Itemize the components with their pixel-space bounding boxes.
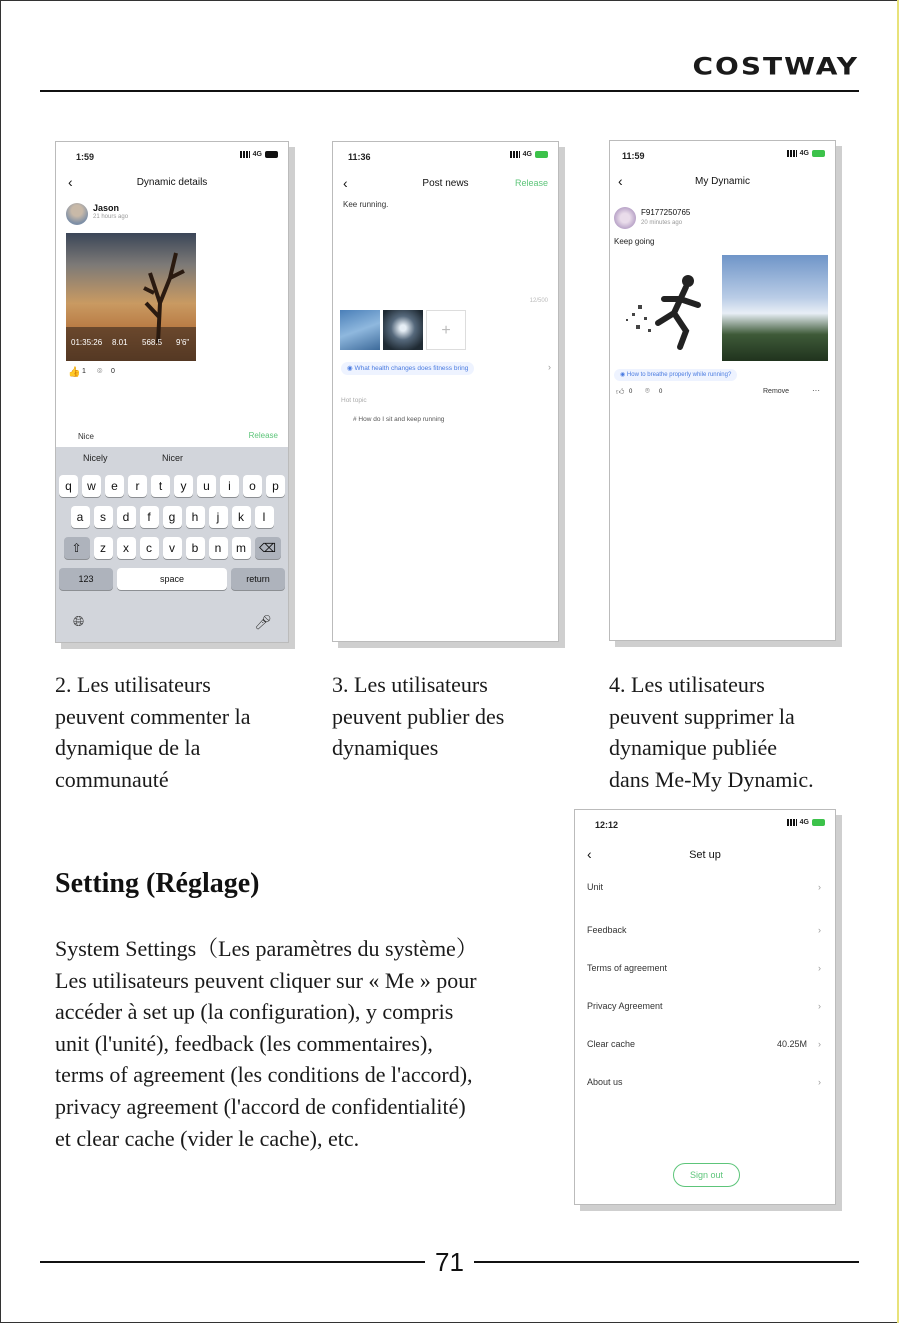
chevron-right-icon: › — [818, 1001, 821, 1011]
status-time: 11:36 — [348, 152, 371, 162]
status-bar: 1:59 4G — [56, 142, 288, 170]
page-title: Post news — [422, 178, 469, 189]
screenshot-set-up: 12:12 4G ‹ Set up Unit › Feedback › Terms of agreement › Privacy Agreement › Clear cache 40.25M › About us › Sign out — [574, 809, 836, 1205]
key-row — [56, 506, 288, 528]
photo-thumbnail[interactable] — [340, 310, 380, 350]
back-arrow-icon[interactable]: ‹ — [587, 846, 592, 862]
signal-icon — [240, 151, 250, 158]
post-image-sky[interactable] — [722, 255, 828, 361]
numbers-key[interactable]: 123 — [59, 568, 113, 590]
status-bar: 12:12 4G — [575, 810, 835, 838]
back-arrow-icon[interactable]: ‹ — [618, 173, 623, 189]
stat-time: 01:35:26 — [71, 338, 103, 347]
key[interactable]: l — [255, 506, 274, 528]
key[interactable]: e — [105, 475, 124, 497]
key[interactable]: z — [94, 537, 113, 559]
like-count: 0 — [629, 389, 633, 395]
key[interactable]: k — [232, 506, 251, 528]
back-arrow-icon[interactable]: ‹ — [68, 174, 73, 190]
thumbs-up-icon[interactable]: 👍 — [68, 367, 81, 378]
key[interactable]: t — [151, 475, 170, 497]
caption-delete: 4. Les utilisateurs peuvent supprimer la dynamique publiée dans Me-My Dynamic. — [609, 672, 814, 792]
chevron-right-icon: › — [818, 882, 821, 892]
status-bar: 11:36 4G — [333, 142, 558, 170]
section-body: System Settings（Les paramètres du système） Les utilisateurs peuvent cliquer sur « Me » pour accéder à set up (la configuration), y compris unit (l'unité), feedback (les commentaires), terms of agreement (les conditions de l'accord), privacy agreement (l'accord de confidentialité) et clear cache (vider le cache), etc. — [55, 936, 478, 1151]
key[interactable]: m — [232, 537, 251, 559]
screenshot-dynamic-details — [55, 141, 289, 643]
space-key[interactable]: space — [117, 568, 227, 590]
nav-header — [56, 175, 288, 195]
sign-out-button[interactable]: Sign out — [673, 1163, 740, 1187]
nav-header — [333, 176, 558, 196]
photo-thumbnail[interactable] — [383, 310, 423, 350]
add-photo-button[interactable]: + — [426, 310, 466, 350]
avatar[interactable] — [66, 203, 88, 225]
like-count: 1 — [82, 368, 86, 375]
post-image-runner[interactable] — [614, 255, 720, 361]
backspace-key-icon[interactable]: ⌫ — [255, 537, 281, 559]
brand-logo: COSTWAY — [692, 52, 859, 81]
keyboard — [56, 447, 288, 642]
nav-header — [610, 174, 835, 194]
avatar[interactable] — [614, 207, 636, 229]
stat-kcal: 568.5 — [142, 338, 163, 347]
hot-topic-item[interactable]: # How do I sit and keep running — [353, 416, 445, 423]
screenshot-post-news — [332, 141, 559, 642]
topic-icon: ◉ — [347, 365, 355, 372]
topic-link[interactable]: ◉ What health changes does fitness bring — [341, 362, 474, 375]
status-bar: 11:59 4G — [610, 141, 835, 169]
battery-charging-icon — [535, 151, 548, 158]
key[interactable]: p — [266, 475, 285, 497]
chevron-right-icon: › — [818, 1039, 821, 1049]
runner-graphic — [614, 255, 720, 361]
comment-icon[interactable]: ⌾ — [645, 386, 650, 395]
post-text-input[interactable]: Kee running. — [343, 200, 389, 209]
topic-icon: ◉ — [620, 372, 627, 378]
key-row — [56, 475, 288, 497]
key[interactable]: f — [140, 506, 159, 528]
key[interactable]: c — [140, 537, 159, 559]
globe-icon[interactable]: 🌐︎ — [73, 613, 85, 629]
chevron-right-icon: › — [818, 1077, 821, 1087]
key[interactable]: u — [197, 475, 216, 497]
signal-icon — [787, 150, 797, 157]
remove-button[interactable]: Remove — [763, 388, 790, 395]
topic-link[interactable]: ◉ How to breathe properly while running? — [614, 369, 737, 381]
more-icon[interactable]: ··· — [812, 386, 820, 395]
key[interactable]: s — [94, 506, 113, 528]
key[interactable]: j — [209, 506, 228, 528]
battery-charging-icon — [812, 150, 825, 157]
suggestion[interactable]: Nicely — [83, 453, 108, 463]
signal-icon — [510, 151, 520, 158]
signal-icon — [787, 819, 797, 826]
section-title: Setting (Réglage) — [55, 868, 260, 899]
footer-rule-right — [474, 1261, 859, 1263]
comment-icon[interactable]: ⌾ — [97, 366, 103, 376]
chevron-right-icon[interactable]: › — [548, 362, 551, 372]
thumbs-up-icon[interactable]: 👍︎ — [616, 387, 625, 396]
key[interactable]: o — [243, 475, 262, 497]
footer-rule-left — [40, 1261, 425, 1263]
key[interactable]: h — [186, 506, 205, 528]
run-summary-image[interactable] — [66, 233, 196, 361]
shift-key-icon[interactable]: ⇧ — [64, 537, 90, 559]
char-counter: 12/500 — [529, 298, 548, 304]
caption-comment: 2. Les utilisateurs peuvent commenter la dynamique de la communauté — [55, 672, 251, 792]
comment-count: 0 — [111, 368, 115, 375]
key[interactable]: i — [220, 475, 239, 497]
page-title: Dynamic details — [136, 177, 208, 188]
chevron-right-icon: › — [818, 925, 821, 935]
key[interactable]: a — [71, 506, 90, 528]
post-text: Keep going — [614, 237, 655, 246]
hot-topic-label: Hot topic — [341, 397, 367, 404]
key[interactable]: b — [186, 537, 205, 559]
battery-charging-icon — [812, 819, 825, 826]
return-key[interactable]: return — [231, 568, 285, 590]
key[interactable]: g — [163, 506, 182, 528]
page-title: Set up — [689, 849, 721, 861]
battery-icon — [265, 151, 278, 158]
header-rule — [40, 90, 859, 92]
post-time: 20 minutes ago — [641, 220, 683, 226]
page-number: 71 — [435, 1247, 464, 1277]
status-time: 12:12 — [595, 820, 619, 830]
stat-distance: 8.01 — [112, 338, 128, 347]
comment-count: 0 — [659, 389, 663, 395]
suggestion-bar — [56, 447, 288, 469]
caption-publish: 3. Les utilisateurs peuvent publier des dynamiques — [332, 672, 505, 760]
post-time: 21 hours ago — [93, 214, 129, 220]
nav-header — [575, 847, 835, 867]
chevron-right-icon: › — [818, 963, 821, 973]
key-row — [56, 568, 288, 590]
screenshot-my-dynamic — [609, 140, 836, 641]
author-name[interactable]: Jason — [93, 203, 120, 213]
key[interactable]: q — [59, 475, 78, 497]
status-time: 1:59 — [76, 152, 95, 162]
page-title: My Dynamic — [694, 176, 750, 187]
microphone-icon[interactable]: 🎤︎ — [254, 614, 272, 630]
back-arrow-icon[interactable]: ‹ — [343, 175, 348, 191]
key-row — [56, 537, 288, 559]
user-name[interactable]: F9177250765 — [641, 208, 691, 217]
comment-input[interactable]: Nice — [78, 432, 95, 441]
key[interactable]: x — [117, 537, 136, 559]
release-button[interactable]: Release — [248, 431, 278, 440]
key[interactable]: y — [174, 475, 193, 497]
key[interactable]: w — [82, 475, 101, 497]
key[interactable]: n — [209, 537, 228, 559]
stat-pace: 9'6" — [176, 338, 190, 347]
status-time: 11:59 — [622, 151, 645, 161]
release-button[interactable]: Release — [514, 178, 548, 188]
key[interactable]: d — [117, 506, 136, 528]
key[interactable]: r — [128, 475, 147, 497]
key[interactable]: v — [163, 537, 182, 559]
suggestion[interactable]: Nicer — [162, 453, 184, 463]
